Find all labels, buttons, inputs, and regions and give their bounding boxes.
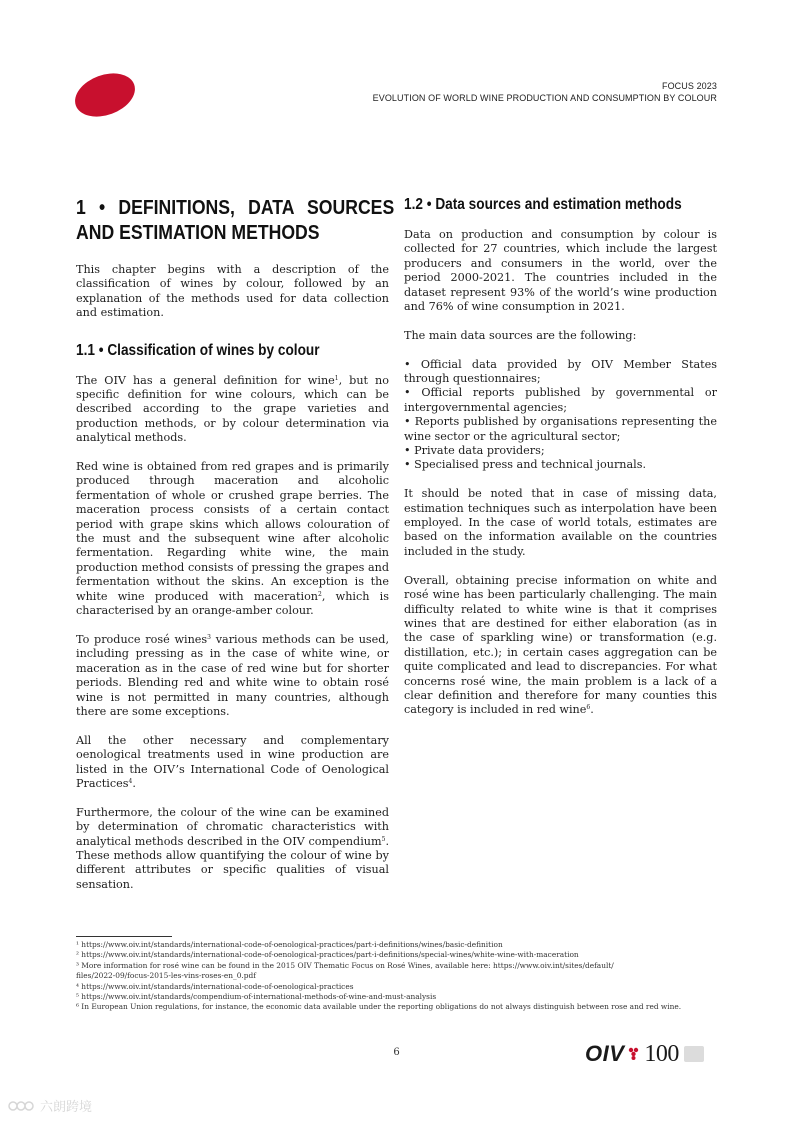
list-item: • Private data providers; <box>404 444 545 458</box>
footnote-ref-4: 4 <box>128 777 133 785</box>
anniversary-seal-icon <box>684 1046 704 1062</box>
footnote-5[interactable]: ⁵ https://www.oiv.int/standards/compendium-of-international-methods-of-wine-and-must-analysis <box>76 992 437 1002</box>
grape-icon <box>627 1047 641 1061</box>
brand-blob <box>69 66 141 125</box>
logo-oiv-text: OIV <box>585 1041 625 1066</box>
list-item: • Official reports published by governmental or intergovernmental agencies; <box>404 386 717 414</box>
footnote-ref-3: 3 <box>207 633 211 641</box>
running-header <box>373 80 717 104</box>
oiv-100-logo <box>585 1040 704 1068</box>
right-column <box>404 195 717 732</box>
list-item: • Official data provided by OIV Member States through questionnaires; <box>404 357 717 386</box>
footnote-6: ⁶ In European Union regulations, for instance, the economic data available under the reporting obligations do not always distinguish between rose and red wine. <box>76 1002 682 1012</box>
paragraph-definition: The OIV has a general definition for wine$^1$, but no specific definition for wine colours, which can be described according to the grape varieties and production methods, or by colour determination via analytical methods. <box>76 373 389 445</box>
footnote-2[interactable]: ² https://www.oiv.int/standards/international-code-of-oenological-practices/part-i-definitions/special-wines/white-wine-with-maceration <box>76 950 579 960</box>
footnote-4[interactable]: ⁴ https://www.oiv.int/standards/international-code-of-oenological-practices <box>76 981 354 991</box>
intro-paragraph: This chapter begins with a description of the classification of wines by colour, followed by an explanation of the methods used for data collection and estimation. <box>76 263 389 320</box>
footnote-ref-2: 2 <box>318 590 322 598</box>
header-subtitle: EVOLUTION OF WORLD WINE PRODUCTION AND CONSUMPTION BY COLOUR <box>372 93 717 103</box>
footnote-3-continued[interactable]: files/2022-09/focus-2015-les-vins-roses-en_0.pdf <box>76 971 256 981</box>
watermark-text: 六朗跨境 <box>40 1100 93 1115</box>
paragraph-colour-analysis: Furthermore, the colour of the wine can be examined by determination of chromatic characteristics with analytical methods described in the OIV compendium$^5$. These methods allow quantifying the colour of wine by different attributes or specific qualities of visual sensation. <box>76 805 389 891</box>
section-heading-1-1: 1.1 • Classification of wines by colour <box>76 341 320 359</box>
left-column <box>76 195 395 907</box>
footnote-1[interactable]: ¹ https://www.oiv.int/standards/international-code-of-oenological-practices/part-i-definitions/wines/basic-definition <box>76 940 503 949</box>
footnote-ref-5: 5 <box>381 835 386 843</box>
paragraph-data-sources-intro: The main data sources are the following: <box>404 328 637 342</box>
footnote-ref-1: 1 <box>334 374 339 382</box>
logo-100-text: 100 <box>644 1040 679 1067</box>
footnote-ref-6: 6 <box>586 704 591 712</box>
footnote-divider <box>76 936 172 937</box>
paragraph-estimation: It should be noted that in case of missing data, estimation techniques such as interpolation have been employed. In the case of world totals, estimates are based on the information available on the countries included in the study. <box>404 487 717 558</box>
paragraph-data-coverage: Data on production and consumption by colour is collected for 27 countries, which include the largest producers and consumers in the world, over the period 2000-2021. The countries included in the dataset represent 93% of the world’s wine production and 76% of wine consumption in 2021. <box>404 228 717 314</box>
paragraph-oenological-practices: All the other necessary and complementary oenological treatments used in wine production are listed in the OIV’s International Code of Oenological Practices$^4$. <box>76 733 389 790</box>
footnotes <box>76 940 718 1013</box>
header-focus: FOCUS 2023 <box>661 81 717 91</box>
chapter-title: 1 • DEFINITIONS, DATA SOURCES AND ESTIMATION METHODS <box>76 196 395 244</box>
paragraph-red-wine: Red wine is obtained from red grapes and is primarily produced through maceration and alcoholic fermentation of whole or crushed grape berries. The maceration process consists of a certain contact period with grape skins which allows colouration of the must and the subsequent wine after alcoholic fermentation. Regarding white wine, the main production method consists of pressing the grapes and fermentation without the skins. An exception is the white wine produced with maceration$^2$, which is characterised by an orange-amber colour. <box>76 460 389 618</box>
paragraph-challenges: Overall, obtaining precise information on white and rosé wine has been particularly challenging. The main difficulty related to white wine is that it comprises wines that are destined for either elaboration (as in the case of sparkling wine) or transformation (e.g. distillation, etc.); in certain cases aggregation can be quite complicated and lead to discrepancies. For what concerns rosé wine, the main problem is a lack of a clear definition and therefore for many counties this category is included in red wine$^6$. <box>404 573 717 717</box>
section-heading-1-2: 1.2 • Data sources and estimation methods <box>404 196 682 213</box>
data-sources-list <box>404 358 717 473</box>
watermark-logo-icon <box>8 1099 34 1113</box>
list-item: • Specialised press and technical journals. <box>404 458 647 472</box>
page-number: 6 <box>393 1047 400 1058</box>
list-item: • Reports published by organisations representing the wine sector or the agricultural sector; <box>404 415 717 443</box>
paragraph-rose-wine: To produce rosé wines$^3$ various methods can be used, including pressing as in the case of white wine, or maceration as in the case of red wine but for shorter periods. Blending red and white wine to obtain rosé wine is not permitted in many countries, although there are some exceptions. <box>76 632 389 718</box>
footnote-3[interactable]: ³ More information for rosé wine can be found in the 2015 OIV Thematic Focus on Rosé Wines, available here: https://www.oiv.int/sites/default/ <box>76 960 614 970</box>
watermark <box>8 1096 92 1115</box>
